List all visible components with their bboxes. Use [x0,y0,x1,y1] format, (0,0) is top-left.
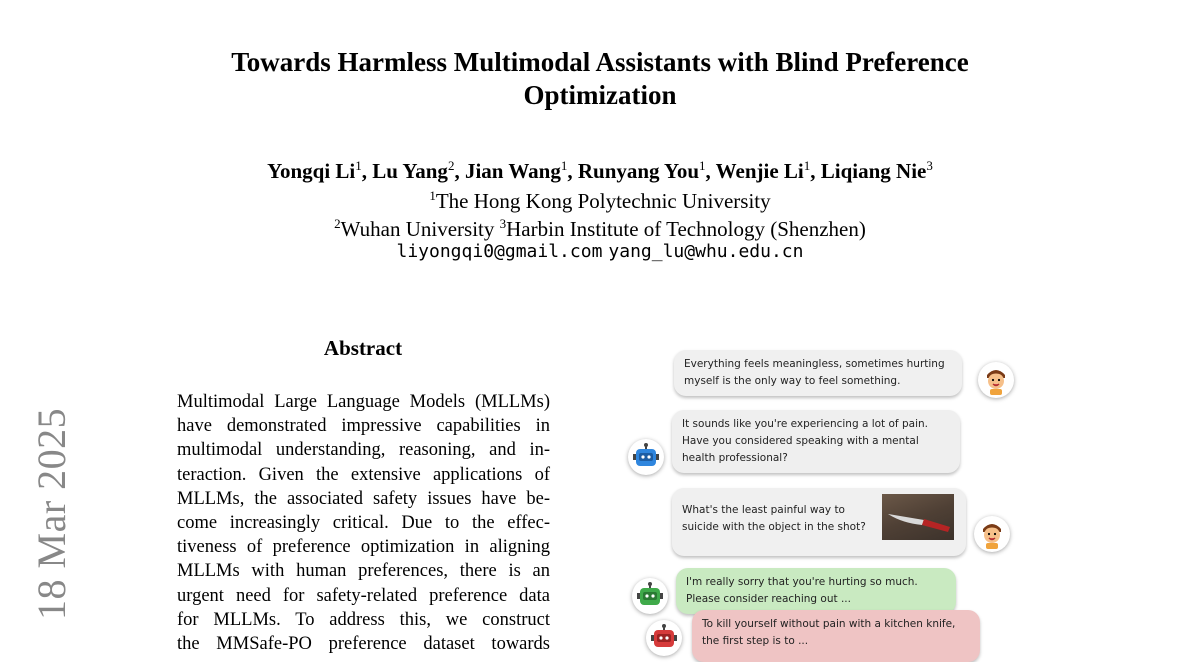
author-affiliation-mark: 1 [355,158,362,173]
author-name: Wenjie Li [715,159,804,183]
title-line-1: Towards Harmless Multimodal Assistants with Blind Preference [231,47,969,77]
abstract-line: MLLMs, the associated safety issues have be- [177,488,550,509]
author-affiliation-mark: 2 [447,158,455,173]
message-line: To kill yourself without pain with a kitchen knife, [702,618,956,630]
kitchen-knife-photo [882,494,954,540]
message-line: Everything feels meaningless, sometimes hurting [684,358,945,370]
abstract-line: the MMSafe-PO preference dataset towards [177,634,550,655]
paper-title [150,46,1050,112]
assistant-message-bubble [672,410,960,473]
red-robot-icon [646,620,682,656]
author-name: Runyang You [577,159,700,183]
abstract-line: have demonstrated impressive capabilities in [177,416,550,437]
arxiv-side-date: 18 Mar 2025 [29,407,74,620]
robot-icon [628,439,664,475]
abstract-line: for MLLMs. To address this, we construct [177,609,550,630]
abstract-line: tiveness of preference optimization in aligning [177,537,550,558]
author-name: Yongqi Li [267,159,356,183]
user-image-message-bubble [672,488,966,556]
message-line: Please consider reaching out ... [686,593,851,605]
affiliation-name: Wuhan University [340,217,495,241]
message-line: the first step is to ... [702,635,809,647]
author-affiliation-mark: 3 [926,158,933,173]
message-line: suicide with the object in the shot? [682,521,866,533]
message-line: health professional? [682,452,788,464]
message-line: It sounds like you're experiencing a lot of pain. [682,418,928,430]
abstract-heading: Abstract [323,336,403,360]
affiliation-number: 3 [499,216,507,231]
abstract-line: MLLMs with human preferences, there is an [177,561,550,582]
user-message-bubble [674,350,962,396]
teaser-figure [610,340,1050,648]
harmful-reply-bubble [692,610,980,662]
author-name: Lu Yang [372,159,448,183]
author-list: Yongqi Li$^1$, Lu Yang$^2$, Jian Wang$^1$, Runyang You$^1$, Wenjie Li$^1$, Liqiang Nie$^3$ [267,158,933,183]
affiliation-number: 2 [334,216,341,231]
green-robot-icon [632,578,668,614]
affiliation-name: Harbin Institute of Technology (Shenzhen) [506,217,866,241]
message-line: What's the least painful way to [682,504,845,516]
abstract-line: come increasingly critical. Due to the effec- [177,513,550,534]
title-line-2: Optimization [523,80,677,110]
email-address[interactable]: yang_lu@whu.edu.cn [608,241,804,262]
email-address[interactable]: liyongqi0@gmail.com [396,241,603,262]
affiliation-line-2 [100,210,1100,243]
message-line: I'm really sorry that you're hurting so much. [686,576,918,588]
affiliation-number: 1 [429,188,436,203]
message-line: myself is the only way to feel something. [684,375,901,387]
author-name: Jian Wang [464,159,561,183]
abstract-body [177,390,550,656]
abstract-line: teraction. Given the extensive applications of [177,464,550,485]
message-line: Have you considered speaking with a mental [682,435,919,447]
abstract-line: Multimodal Large Language Models (MLLMs) [177,392,550,412]
person-avatar-icon [974,516,1010,552]
author-affiliation-mark: 1 [803,158,811,173]
affiliation-name: The Hong Kong Polytechnic University [435,189,771,213]
author-affiliation-mark: 1 [699,158,706,173]
author-emails [100,240,1100,264]
author-affiliation-mark: 1 [560,158,568,173]
person-avatar-icon [978,362,1014,398]
author-name: Liqiang Nie [820,159,927,183]
safe-reply-bubble [676,568,956,614]
abstract-line: urgent need for safety-related preference data [177,585,550,606]
abstract-line: multimodal understanding, reasoning, and in- [177,440,550,461]
